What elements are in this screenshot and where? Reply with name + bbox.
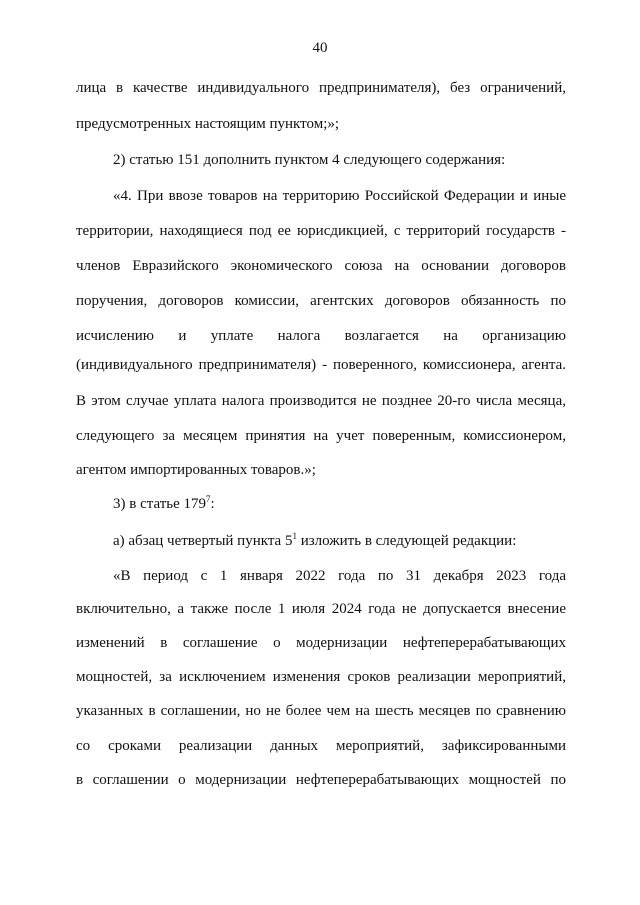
- text-line-9: (индивидуального предпринимателя) - поверенного, комиссионера, агента.: [76, 357, 566, 373]
- text-line-8: исчислению и уплате налога возлагается на организацию: [76, 328, 566, 344]
- text-line-12: агентом импортированных товаров.»;: [76, 462, 316, 478]
- text-line-6: членов Евразийского экономического союза на основании договоров: [76, 258, 566, 274]
- text-line-20: со сроками реализации данных мероприятий, зафиксированными: [76, 738, 566, 754]
- text-line-14: [113, 532, 566, 550]
- article-reference: 3) в статье 179: [113, 496, 207, 512]
- article-superscript: 7: [206, 494, 211, 504]
- text-line-13: [113, 495, 566, 513]
- text-line-16: включительно, а также после 1 июля 2024 года не допускается внесение: [76, 601, 566, 617]
- text-line-2: предусмотренных настоящим пунктом;»;: [76, 116, 340, 132]
- text-line-4: «4. При ввозе товаров на территорию Российской Федерации и иные: [113, 188, 566, 204]
- text-line-19: указанных в соглашении, но не более чем на шесть месяцев по сравнению: [76, 703, 566, 719]
- text-line-5: территории, находящиеся под ее юрисдикцией, с территорий государств -: [76, 223, 566, 239]
- text-line-21: в соглашении о модернизации нефтеперерабатывающих мощностей по: [76, 772, 566, 788]
- text-line-3: 2) статью 151 дополнить пунктом 4 следующего содержания:: [113, 152, 506, 168]
- text-line-7: поручения, договоров комиссии, агентских договоров обязанность по: [76, 293, 566, 309]
- text-line-1: лица в качестве индивидуального предпринимателя), без ограничений,: [76, 80, 566, 96]
- item-tail: изложить в следующей редакции:: [296, 533, 517, 549]
- item-reference: а) абзац четвертый пункта 5: [113, 533, 293, 549]
- page-number: 40: [312, 40, 328, 56]
- text-line-10: В этом случае уплата налога производится не позднее 20-го числа месяца,: [76, 393, 566, 409]
- item-superscript: 1: [292, 531, 297, 541]
- text-line-15: «В период с 1 января 2022 года по 31 декабря 2023 года: [113, 568, 566, 584]
- text-line-18: мощностей, за исключением изменения сроков реализации мероприятий,: [76, 669, 566, 685]
- article-tail: :: [210, 496, 215, 512]
- text-line-17: изменений в соглашение о модернизации нефтеперерабатывающих: [76, 635, 566, 651]
- text-line-11: следующего за месяцем принятия на учет поверенным, комиссионером,: [76, 428, 566, 444]
